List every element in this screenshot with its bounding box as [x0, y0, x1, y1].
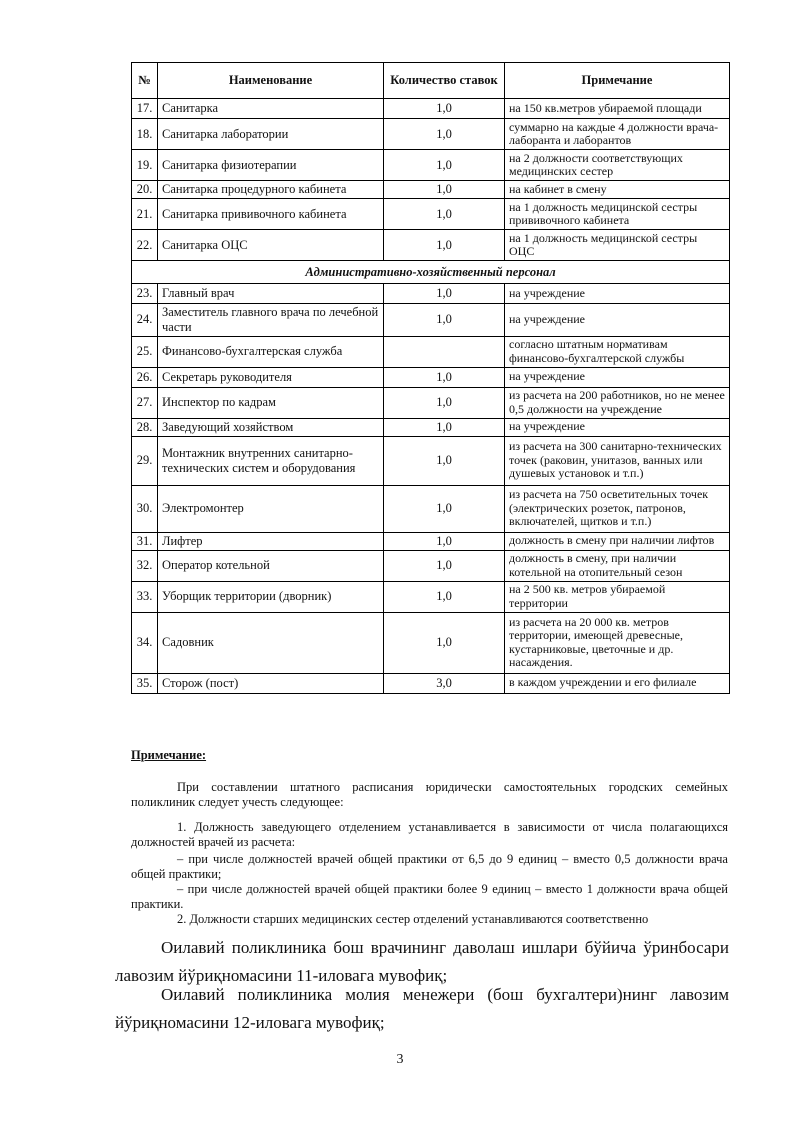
table-row [132, 119, 730, 150]
table-section [132, 261, 730, 284]
rate-count: 1,0 [384, 612, 505, 673]
row-note: суммарно на каждые 4 должности врача-лаборанта и лаборантов [505, 119, 730, 150]
position-name: Уборщик территории (дворник) [158, 581, 384, 612]
row-note: на 1 должность медицинской сестры ОЦС [505, 230, 730, 261]
table-row [132, 581, 730, 612]
row-note: из расчета на 300 санитарно-технических точек (раковин, унитазов, ванных или душевых установок и т.п.) [505, 436, 730, 485]
rate-count: 1,0 [384, 304, 505, 337]
row-number: 34. [132, 612, 158, 673]
notes-title: Примечание: [131, 748, 207, 762]
notes-item-1: 1. Должность заведующего отделением устанавливается в зависимости от числа полагающихся должностей врачей из расчета: [131, 820, 728, 849]
row-number: 29. [132, 436, 158, 485]
table-row [132, 181, 730, 199]
rate-count: 1,0 [384, 284, 505, 304]
table-row [132, 199, 730, 230]
position-name: Санитарка [158, 99, 384, 119]
row-note: на кабинет в смену [505, 181, 730, 199]
position-name: Лифтер [158, 532, 384, 550]
row-number: 26. [132, 367, 158, 387]
table-row [132, 387, 730, 418]
row-note: на учреждение [505, 284, 730, 304]
notes-item-2: 2. Должности старших медицинских сестер отделений устанавливаются соответственно [177, 912, 649, 926]
table-body-admin [132, 284, 730, 694]
table-header-row [132, 63, 730, 99]
notes-item-1b: – при числе должностей врачей общей практики более 9 единиц – вместо 1 должности врача общей практики. [131, 882, 728, 911]
position-name: Электромонтер [158, 485, 384, 532]
table-row [132, 230, 730, 261]
row-number: 21. [132, 199, 158, 230]
rate-count: 1,0 [384, 581, 505, 612]
rate-count: 1,0 [384, 387, 505, 418]
row-note: на учреждение [505, 304, 730, 337]
position-name: Санитарка прививочного кабинета [158, 199, 384, 230]
rate-count [384, 336, 505, 367]
row-note: из расчета на 750 осветительных точек (электрических розеток, патронов, включателей, щитков и т.п.) [505, 485, 730, 532]
position-name: Оператор котельной [158, 550, 384, 581]
position-name: Санитарка лаборатории [158, 119, 384, 150]
position-name: Главный врач [158, 284, 384, 304]
page-number: 3 [396, 1052, 404, 1067]
row-number: 28. [132, 418, 158, 436]
rate-count: 1,0 [384, 367, 505, 387]
section-row [132, 261, 730, 284]
table-row [132, 612, 730, 673]
table-row [132, 418, 730, 436]
position-name: Санитарка ОЦС [158, 230, 384, 261]
rate-count: 1,0 [384, 99, 505, 119]
position-name: Инспектор по кадрам [158, 387, 384, 418]
position-name: Сторож (пост) [158, 673, 384, 693]
row-number: 22. [132, 230, 158, 261]
row-note: на учреждение [505, 418, 730, 436]
table-row [132, 304, 730, 337]
table-row [132, 150, 730, 181]
row-number: 20. [132, 181, 158, 199]
table-row [132, 673, 730, 693]
rate-count: 1,0 [384, 418, 505, 436]
position-name: Заместитель главного врача по лечебной части [158, 304, 384, 337]
rate-count: 1,0 [384, 181, 505, 199]
position-name: Садовник [158, 612, 384, 673]
row-number: 18. [132, 119, 158, 150]
row-number: 19. [132, 150, 158, 181]
row-number: 30. [132, 485, 158, 532]
row-note: согласно штатным нормативам финансово-бухгалтерской службы [505, 336, 730, 367]
position-name: Санитарка физиотерапии [158, 150, 384, 181]
rate-count: 1,0 [384, 199, 505, 230]
table-row [132, 485, 730, 532]
position-name: Заведующий хозяйством [158, 418, 384, 436]
row-number: 33. [132, 581, 158, 612]
position-name: Монтажник внутренних санитарно-технических систем и оборудования [158, 436, 384, 485]
table-row [132, 436, 730, 485]
rate-count: 1,0 [384, 119, 505, 150]
row-note: из расчета на 20 000 кв. метров территории, имеющей древесные, кустарниковые, цветочные и др. насаждения. [505, 612, 730, 673]
rate-count: 1,0 [384, 150, 505, 181]
row-number: 27. [132, 387, 158, 418]
header-num: № [132, 63, 158, 99]
table-body-medical [132, 99, 730, 261]
row-note: должность в смену, при наличии котельной на отопительный сезон [505, 550, 730, 581]
section-title: Административно-хозяйственный персонал [132, 261, 730, 284]
body-paragraph-1: Оилавий поликлиника бош врачининг даволаш ишлари бўйича ўринбосари лавозим йўриқномасини 11-иловага мувофиқ; [115, 938, 729, 985]
table-row [132, 336, 730, 367]
row-number: 31. [132, 532, 158, 550]
table-row [132, 532, 730, 550]
rate-count: 1,0 [384, 230, 505, 261]
row-note: на 150 кв.метров убираемой площади [505, 99, 730, 119]
row-note: на 2 500 кв. метров убираемой территории [505, 581, 730, 612]
row-note: на учреждение [505, 367, 730, 387]
row-note: на 2 должности соответствующих медицинских сестер [505, 150, 730, 181]
header-name: Наименование [158, 63, 384, 99]
header-qty: Количество ставок [384, 63, 505, 99]
rate-count: 3,0 [384, 673, 505, 693]
row-number: 32. [132, 550, 158, 581]
staffing-table [131, 62, 730, 694]
notes-item-1a: – при числе должностей врачей общей практики от 6,5 до 9 единиц – вместо 0,5 должности врача общей практики; [131, 852, 728, 881]
row-note: должность в смену при наличии лифтов [505, 532, 730, 550]
row-note: в каждом учреждении и его филиале [505, 673, 730, 693]
body-paragraph-2: Оилавий поликлиника молия менежери (бош бухгалтери)нинг лавозим йўриқномасини 12-иловага мувофиқ; [115, 985, 729, 1032]
row-number: 35. [132, 673, 158, 693]
header-note: Примечание [505, 63, 730, 99]
table-row [132, 284, 730, 304]
row-note: из расчета на 200 работников, но не менее 0,5 должности на учреждение [505, 387, 730, 418]
notes-intro: При составлении штатного расписания юридически самостоятельных городских семейных поликлиник следует учесть следующее: [131, 780, 728, 809]
position-name: Финансово-бухгалтерская служба [158, 336, 384, 367]
table-row [132, 367, 730, 387]
row-number: 17. [132, 99, 158, 119]
row-note: на 1 должность медицинской сестры прививочного кабинета [505, 199, 730, 230]
position-name: Санитарка процедурного кабинета [158, 181, 384, 199]
table-row [132, 550, 730, 581]
row-number: 24. [132, 304, 158, 337]
rate-count: 1,0 [384, 550, 505, 581]
table-row [132, 99, 730, 119]
row-number: 25. [132, 336, 158, 367]
rate-count: 1,0 [384, 532, 505, 550]
rate-count: 1,0 [384, 436, 505, 485]
rate-count: 1,0 [384, 485, 505, 532]
position-name: Секретарь руководителя [158, 367, 384, 387]
row-number: 23. [132, 284, 158, 304]
